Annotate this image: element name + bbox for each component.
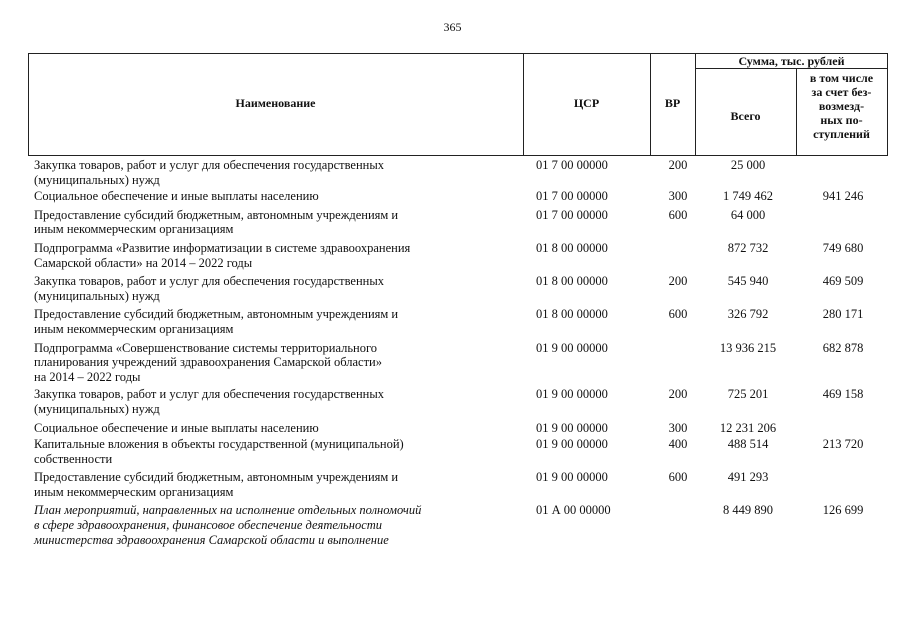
row-total: 12 231 206 [719,420,777,435]
row-csr: 01 7 00 00000 [536,189,608,204]
row-name [28,158,504,187]
row-name-line: собственности [34,451,113,466]
row-vr: 600 [668,207,688,222]
header-free-line: в том числе [809,71,874,85]
header-right-border [887,53,888,156]
row-free: 213 720 [822,437,864,452]
row-name [28,307,504,336]
row-total: 64 000 [730,207,766,222]
table-row [28,437,888,466]
row-name-line: Предоставление субсидий бюджетным, автономным учреждениям и [34,307,399,322]
row-name [28,241,504,270]
row-free: 280 171 [822,307,864,322]
header-csr: ЦСР [573,96,600,110]
row-free: 749 680 [822,240,864,255]
row-name-line: Социальное обеспечение и иные выплаты населению [34,420,319,435]
row-csr: 01 7 00 00000 [536,207,608,222]
row-vr: 600 [668,307,688,322]
row-free: 469 158 [822,387,864,402]
row-total: 488 514 [727,437,769,452]
row-csr: 01 А 00 00000 [536,503,611,518]
row-csr: 01 8 00 00000 [536,240,608,255]
row-vr: 600 [668,470,688,485]
row-name [28,189,504,204]
table-row [28,158,888,187]
table-row [28,421,888,436]
row-total: 725 201 [727,387,769,402]
header-free-line: ступлений [813,127,870,141]
table-row [28,274,888,303]
row-csr: 01 9 00 00000 [536,420,608,435]
header-name: Наименование [235,96,316,110]
header-free-line: за счет без- [811,85,872,99]
row-free: 126 699 [822,503,864,518]
row-name-line: Самарской области» на 2014 – 2022 годы [34,255,253,270]
header-total: Всего [730,109,761,123]
row-name [28,421,504,436]
row-name-line: (муниципальных) нужд [34,401,160,416]
row-name-line: Предоставление субсидий бюджетным, автономным учреждениям и [34,470,399,485]
row-total: 8 449 890 [723,503,773,518]
header-free-line: ных по- [820,113,863,127]
table-row [28,387,888,416]
table-row [28,189,888,204]
row-free: 682 878 [822,340,864,355]
row-name-line: Предоставление субсидий бюджетным, автономным учреждениям и [34,207,399,222]
row-total: 872 732 [727,240,769,255]
row-total: 25 000 [730,158,766,172]
header-vr: ВР [664,96,681,110]
row-csr: 01 9 00 00000 [536,340,608,355]
row-csr: 01 9 00 00000 [536,387,608,402]
row-vr: 400 [668,437,688,452]
row-total: 1 749 462 [723,189,773,204]
sum-divider [695,68,888,69]
row-total: 545 940 [727,274,769,289]
row-name-line: Капитальные вложения в объекты государственной (муниципальной) [34,437,404,452]
row-csr: 01 7 00 00000 [536,158,608,172]
header-free [796,71,887,141]
row-vr: 200 [668,387,688,402]
row-csr: 01 9 00 00000 [536,437,608,452]
row-name-line: планирования учреждений здравоохранения Самарской области» [34,355,382,370]
vr-sum-divider [695,53,696,156]
table-row [28,208,888,237]
row-name-line: (муниципальных) нужд [34,172,160,187]
row-csr: 01 9 00 00000 [536,470,608,485]
table-row [28,503,888,547]
table-header [28,53,888,156]
row-free: 941 246 [822,189,864,204]
row-total: 13 936 215 [719,340,777,355]
row-total: 326 792 [727,307,769,322]
row-vr: 300 [668,189,688,204]
row-name-line: иным некоммерческим организациям [34,222,234,237]
row-vr: 200 [668,158,688,172]
row-name-line: на 2014 – 2022 годы [34,369,141,384]
row-free: 469 509 [822,274,864,289]
row-name-line: министерства здравоохранения Самарской области и выполнение [34,532,389,547]
row-name-line: Закупка товаров, работ и услуг для обеспечения государственных [34,158,385,172]
row-name-line: иным некоммерческим организациям [34,484,234,499]
row-name-line: Подпрограмма «Развитие информатизации в системе здравоохранения [34,240,411,255]
header-bottom-border [28,155,888,156]
page-number: 365 [443,20,462,34]
row-name [28,208,504,237]
table-body [28,158,888,567]
table-row [28,241,888,270]
row-name [28,503,504,547]
table-row [28,470,888,499]
row-csr: 01 8 00 00000 [536,307,608,322]
row-total: 491 293 [727,470,769,485]
row-name [28,274,504,303]
row-name [28,387,504,416]
row-vr: 200 [668,274,688,289]
header-free-line: возмезд- [818,99,865,113]
row-name-line: Закупка товаров, работ и услуг для обеспечения государственных [34,387,385,402]
row-csr: 01 8 00 00000 [536,274,608,289]
table-row [28,307,888,336]
row-vr: 300 [668,420,688,435]
row-name [28,341,504,385]
header-sum: Сумма, тыс. рублей [738,54,845,68]
row-name-line: Социальное обеспечение и иные выплаты населению [34,189,319,204]
row-name-line: в сфере здравоохранения, финансовое обеспечение деятельности [34,518,383,533]
row-name [28,470,504,499]
row-name-line: Подпрограмма «Совершенствование системы территориального [34,340,378,355]
row-name-line: План мероприятий, направленных на исполнение отдельных полномочий [34,503,422,518]
table-row [28,341,888,385]
row-name-line: (муниципальных) нужд [34,288,160,303]
row-name [28,437,504,466]
row-name-line: иным некоммерческим организациям [34,321,234,336]
row-name-line: Закупка товаров, работ и услуг для обеспечения государственных [34,274,385,289]
